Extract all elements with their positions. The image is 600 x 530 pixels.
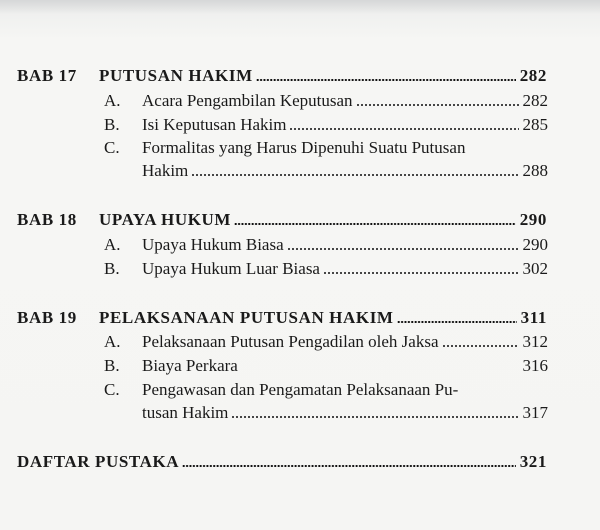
page-number: 290 bbox=[522, 235, 548, 254]
toc-entry-17c-cont[interactable] bbox=[142, 161, 548, 181]
page-number: 316 bbox=[522, 356, 548, 375]
entry-letter: A. bbox=[104, 332, 121, 351]
entry-title: Upaya Hukum Luar Biasa bbox=[142, 259, 320, 278]
toc-entry-19a[interactable] bbox=[104, 332, 548, 352]
entry-letter: A. bbox=[104, 235, 121, 254]
dot-leader bbox=[191, 174, 518, 176]
chapter-title: PELAKSANAAN PUTUSAN HAKIM bbox=[99, 308, 394, 327]
chapter-title: UPAYA HUKUM bbox=[99, 210, 232, 229]
dot-leader bbox=[234, 223, 516, 225]
chapter-label: BAB 19 bbox=[17, 308, 77, 327]
page-number: 285 bbox=[522, 115, 548, 134]
toc-entry-18a[interactable] bbox=[104, 235, 548, 255]
entry-letter: A. bbox=[104, 91, 121, 110]
page-top-shadow bbox=[0, 0, 600, 14]
dot-leader bbox=[442, 345, 519, 347]
page-number: 317 bbox=[522, 403, 548, 422]
entry-title-continued: tusan Hakim bbox=[142, 403, 229, 422]
entry-letter: C. bbox=[104, 380, 120, 399]
toc-entry-19c-cont[interactable] bbox=[142, 403, 548, 423]
entry-letter: C. bbox=[104, 138, 120, 157]
chapter-label: BAB 18 bbox=[17, 210, 77, 229]
dot-leader bbox=[356, 104, 519, 106]
entry-title: Pelaksanaan Putusan Pengadilan oleh Jaksa bbox=[142, 332, 439, 351]
entry-letter: B. bbox=[104, 115, 120, 134]
dot-leader bbox=[256, 79, 516, 81]
entry-title-continued: Hakim bbox=[142, 161, 189, 180]
toc-chapter-18[interactable] bbox=[17, 210, 547, 230]
entry-title: Acara Pengambilan Keputusan bbox=[142, 91, 353, 110]
page-number: 312 bbox=[522, 332, 548, 351]
chapter-title: PUTUSAN HAKIM bbox=[99, 66, 253, 85]
dot-leader bbox=[289, 128, 518, 130]
entry-title: Upaya Hukum Biasa bbox=[142, 235, 284, 254]
toc-entry-19b[interactable] bbox=[104, 356, 548, 376]
toc-bibliography[interactable] bbox=[17, 452, 547, 472]
entry-title: Formalitas yang Harus Dipenuhi Suatu Putusan bbox=[142, 138, 466, 157]
toc-chapter-19[interactable] bbox=[17, 308, 547, 328]
toc-entry-17a[interactable] bbox=[104, 91, 548, 111]
toc-entry-19c[interactable] bbox=[104, 380, 548, 400]
blank-leader bbox=[241, 369, 519, 371]
page-number: 282 bbox=[522, 91, 548, 110]
entry-title: Pengawasan dan Pengamatan Pelaksanaan Pu- bbox=[142, 380, 459, 399]
toc-entry-18b[interactable] bbox=[104, 259, 548, 279]
entry-title: Isi Keputusan Hakim bbox=[142, 115, 287, 134]
page-number: 311 bbox=[520, 308, 547, 327]
page-number: 290 bbox=[519, 210, 547, 229]
toc-entry-17b[interactable] bbox=[104, 115, 548, 135]
dot-leader bbox=[287, 248, 519, 250]
page-number: 321 bbox=[519, 452, 547, 471]
toc-entry-17c[interactable] bbox=[104, 138, 548, 158]
entry-letter: B. bbox=[104, 259, 120, 278]
entry-title: Biaya Perkara bbox=[142, 356, 238, 375]
dot-leader bbox=[397, 321, 517, 323]
toc-chapter-17[interactable] bbox=[17, 66, 547, 86]
page-number: 288 bbox=[522, 161, 548, 180]
dot-leader bbox=[323, 272, 519, 274]
page-number: 282 bbox=[519, 66, 547, 85]
dot-leader bbox=[182, 465, 515, 467]
chapter-label: BAB 17 bbox=[17, 66, 77, 85]
dot-leader bbox=[231, 416, 518, 418]
entry-letter: B. bbox=[104, 356, 120, 375]
bibliography-title: DAFTAR PUSTAKA bbox=[17, 452, 180, 471]
page-number: 302 bbox=[522, 259, 548, 278]
